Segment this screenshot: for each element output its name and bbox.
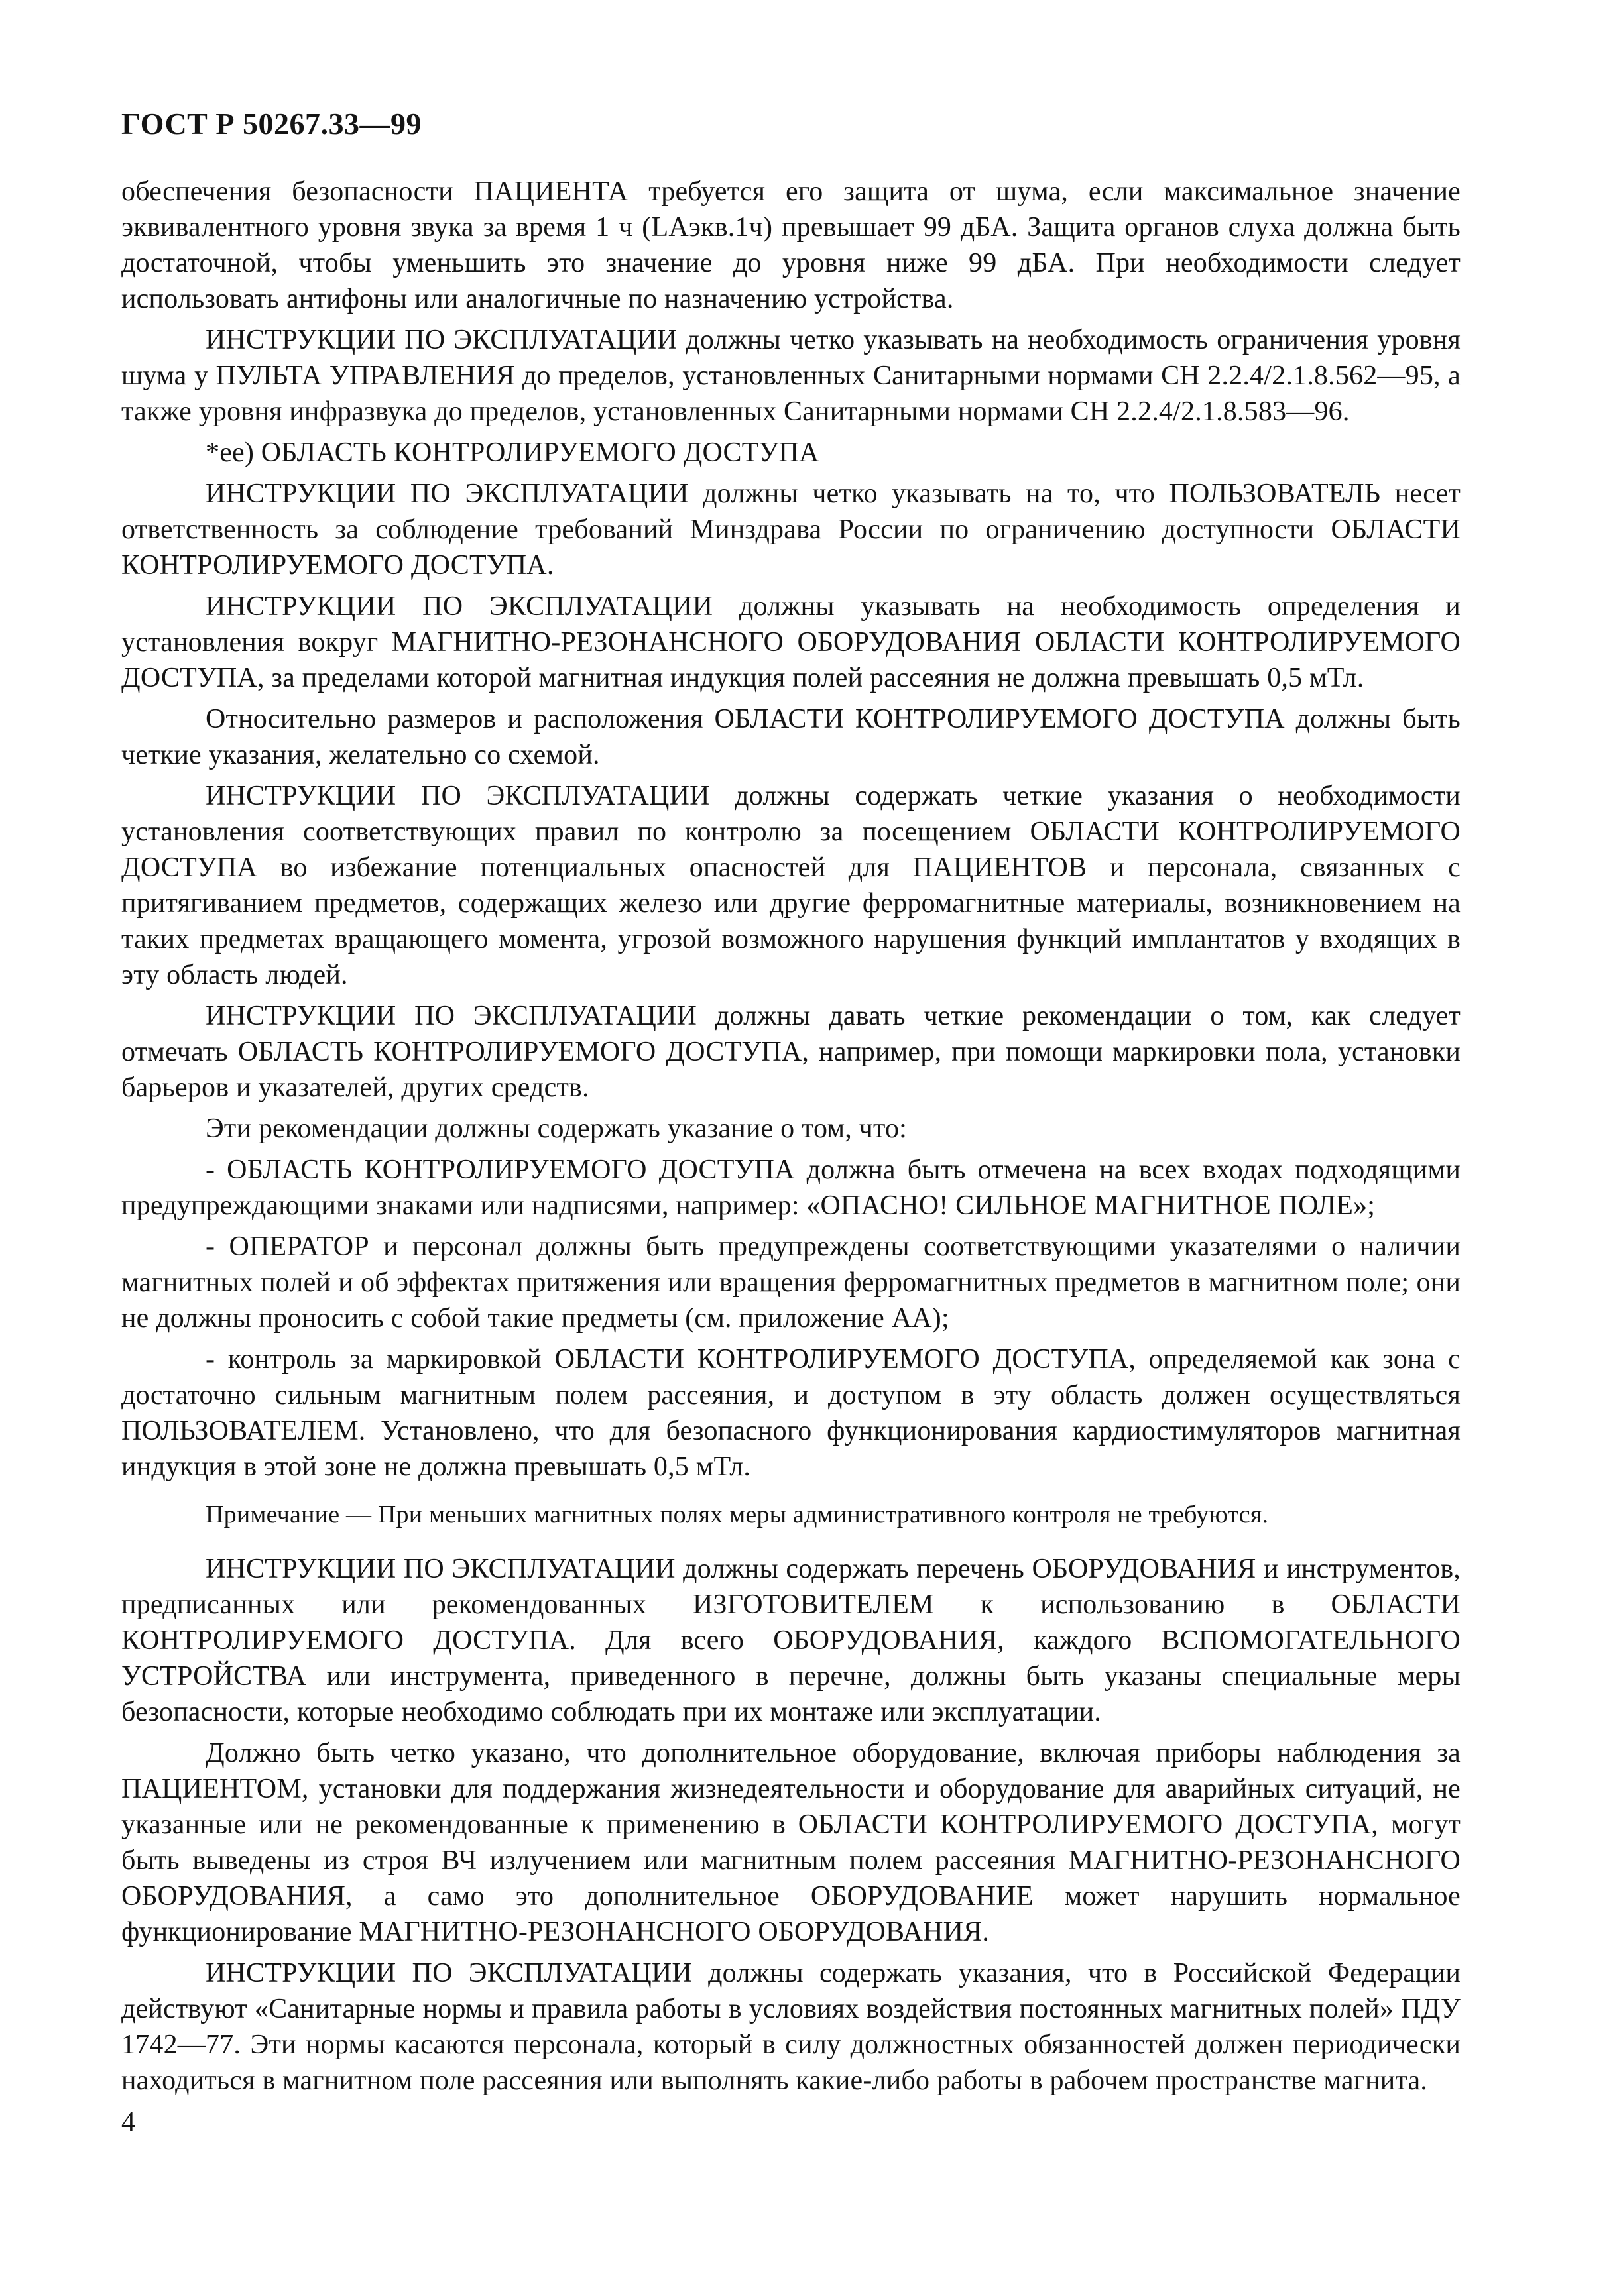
paragraph: ИНСТРУКЦИИ ПО ЭКСПЛУАТАЦИИ должны давать четкие рекомендации о том, как следует отмечать ОБЛАСТЬ КОНТРОЛИРУЕМОГО ДОСТУПА, например, при помощи маркировки пола, установки барьеров и указателей, других средств. [121, 1001, 1461, 1103]
paragraph: ИНСТРУКЦИИ ПО ЭКСПЛУАТАЦИИ должны содержать перечень ОБОРУДОВАНИЯ и инструментов, предписанных или рекомендованных ИЗГОТОВИТЕЛЕМ к использованию в ОБЛАСТИ КОНТРОЛИРУЕМОГО ДОСТУПА. Для всего ОБОРУДОВАНИЯ, каждого ВСПОМОГАТЕЛЬНОГО УСТРОЙСТВА или инструмента, приведенного в перечне, должны быть указаны специальные меры безопасности, которые необходимо соблюдать при их монтаже или эксплуатации. [121, 1554, 1461, 1727]
paragraph: Относительно размеров и расположения ОБЛАСТИ КОНТРОЛИРУЕМОГО ДОСТУПА должны быть четкие указания, желательно со схемой. [121, 704, 1461, 770]
note: Примечание — При меньших магнитных полях меры административного контроля не требуются. [206, 1501, 1269, 1528]
document-body [121, 174, 1461, 2104]
paragraph: ИНСТРУКЦИИ ПО ЭКСПЛУАТАЦИИ должны четко указывать на необходимость ограничения уровня шума у ПУЛЬТА УПРАВЛЕНИЯ до пределов, установленных Санитарными нормами СН 2.2.4/2.1.8.562—95, а также уровня инфразвука до пределов, установленных Санитарными нормами СН 2.2.4/2.1.8.583—96. [121, 325, 1461, 427]
list-item: - контроль за маркировкой ОБЛАСТИ КОНТРОЛИРУЕМОГО ДОСТУПА, определяемой как зона с достаточно сильным магнитным полем рассеяния, и доступом в эту область должен осуществляться ПОЛЬЗОВАТЕЛЕМ. Установлено, что для безопасного функционирования кардиостимуляторов магнитная индукция в этой зоне не должна превышать 0,5 мТл. [121, 1344, 1461, 1482]
list-item: - ОПЕРАТОР и персонал должны быть предупреждены соответствующими указателями о наличии магнитных полей и об эффектах притяжения или вращения ферромагнитных предметов в магнитном поле; они не должны проносить с собой такие предметы (см. приложение АА); [121, 1232, 1461, 1334]
paragraph: ИНСТРУКЦИИ ПО ЭКСПЛУАТАЦИИ должны содержать четкие указания о необходимости установления соответствующих правил по контролю за посещением ОБЛАСТИ КОНТРОЛИРУЕМОГО ДОСТУПА во избежание потенциальных опасностей для ПАЦИЕНТОВ и персонала, связанных с притягиванием предметов, содержащих железо или другие ферромагнитные материалы, возникновением на таких предметах вращающего момента, угрозой возможного нарушения функций имплантатов у входящих в эту область людей. [121, 781, 1461, 990]
paragraph: ИНСТРУКЦИИ ПО ЭКСПЛУАТАЦИИ должны четко указывать на то, что ПОЛЬЗОВАТЕЛЬ несет ответственность за соблюдение требований Минздрава России по ограничению доступности ОБЛАСТИ КОНТРОЛИРУЕМОГО ДОСТУПА. [121, 479, 1461, 581]
document-header: ГОСТ Р 50267.33—99 [121, 107, 422, 141]
section-heading: *ее) ОБЛАСТЬ КОНТРОЛИРУЕМОГО ДОСТУПА [206, 437, 819, 468]
paragraph: Эти рекомендации должны содержать указание о том, что: [206, 1114, 908, 1144]
paragraph: обеспечения безопасности ПАЦИЕНТА требуется его защита от шума, если максимальное значение эквивалентного уровня звука за время 1 ч (LАэкв.1ч) превышает 99 дБА. Защита органов слуха должна быть достаточной, чтобы уменьшить это значение до уровня ниже 99 дБА. При необходимости следует использовать антифоны или аналогичные по назначению устройства. [121, 176, 1461, 314]
paragraph: ИНСТРУКЦИИ ПО ЭКСПЛУАТАЦИИ должны указывать на необходимость определения и установления вокруг МАГНИТНО-РЕЗОНАНСНОГО ОБОРУДОВАНИЯ ОБЛАСТИ КОНТРОЛИРУЕМОГО ДОСТУПА, за пределами которой магнитная индукция полей рассеяния не должна превышать 0,5 мТл. [121, 591, 1461, 693]
paragraph: Должно быть четко указано, что дополнительное оборудование, включая приборы наблюдения за ПАЦИЕНТОМ, установки для поддержания жизнедеятельности и оборудование для аварийных ситуаций, не указанные или не рекомендованные к применению в ОБЛАСТИ КОНТРОЛИРУЕМОГО ДОСТУПА, могут быть выведены из строя ВЧ излучением или магнитным полем рассеяния МАГНИТНО-РЕЗОНАНСНОГО ОБОРУДОВАНИЯ, а само это дополнительное ОБОРУДОВАНИЕ может нарушить нормальное функционирование МАГНИТНО-РЕЗОНАНСНОГО ОБОРУДОВАНИЯ. [121, 1738, 1461, 1947]
paragraph: ИНСТРУКЦИИ ПО ЭКСПЛУАТАЦИИ должны содержать указания, что в Российской Федерации действуют «Санитарные нормы и правила работы в условиях воздействия постоянных магнитных полей» ПДУ 1742—77. Эти нормы касаются персонала, который в силу должностных обязанностей должен периодически находиться в магнитном поле рассеяния или выполнять какие-либо работы в рабочем пространстве магнита. [121, 1958, 1461, 2096]
list-item: - ОБЛАСТЬ КОНТРОЛИРУЕМОГО ДОСТУПА должна быть отмечена на всех входах подходящими предупреждающими знаками или надписями, например: «ОПАСНО! СИЛЬНОЕ МАГНИТНОЕ ПОЛЕ»; [121, 1155, 1461, 1221]
page-number: 4 [121, 2107, 135, 2138]
